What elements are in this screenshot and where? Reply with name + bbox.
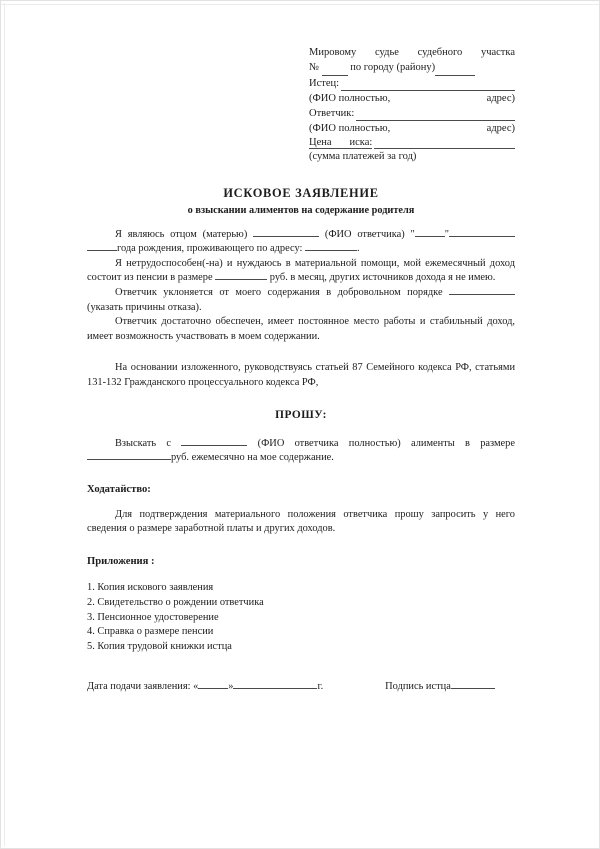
p1-defendant-blank[interactable] [253, 236, 319, 237]
date-field [87, 681, 323, 692]
document-subtitle: о взыскании алиментов на содержание родителя [187, 204, 415, 216]
court-number-label: № [309, 62, 320, 74]
claim-price-label-b: иска: [349, 136, 373, 148]
court-number-blank[interactable] [322, 60, 348, 76]
paragraph-1 [87, 228, 515, 257]
signature-row [87, 681, 515, 692]
date-label-c: г. [317, 680, 324, 692]
defendant-hint [309, 121, 515, 136]
claim-price-hint: (сумма платежей за год) [309, 150, 417, 162]
paragraph-7: Для подтверждения материального положения ответчика прошу запросить у него сведения о размере заработной платы и других доходов. [87, 508, 515, 535]
p1-part-a: Я являюсь отцом (матерью) [115, 228, 248, 240]
document-title: ИСКОВОЕ ЗАЯВЛЕНИЕ [223, 185, 379, 200]
list-item: 1. Копия искового заявления [87, 581, 214, 593]
motion-body [87, 508, 515, 537]
attachments-list [87, 581, 515, 655]
date-day-blank[interactable] [198, 688, 228, 689]
date-label-b: » [228, 680, 234, 692]
p2-part-b: руб. в месяц, других источников дохода я не имею. [269, 272, 496, 284]
document-content [87, 45, 515, 692]
paragraph-5: На основании изложенного, руководствуясь статьей 87 Семейного кодекса РФ, статьями 131-132 Гражданского процессуального кодекса РФ, [87, 362, 515, 389]
list-item: 4. Справка о размере пенсии [87, 626, 214, 638]
plaintiff-blank[interactable] [341, 79, 515, 91]
plaintiff-label: Истец: [309, 78, 340, 90]
signature-label: Подпись истца [385, 680, 451, 692]
p6-part-b: (ФИО ответчика полностью) алименты в размере [257, 437, 515, 449]
paragraph-3 [87, 286, 515, 315]
p3-reason-blank[interactable] [449, 294, 515, 295]
court-city-label: по городу (району) [350, 62, 436, 74]
p1-part-b: (ФИО ответчика) " [324, 228, 415, 240]
court-number-line [309, 60, 515, 76]
document-body [87, 228, 515, 391]
paragraph-4: Ответчик достаточно обеспечен, имеет постоянное место работы и стабильный доход, имеет возможность участвовать в моем содержании. [87, 316, 515, 342]
p6-amount-blank[interactable] [87, 459, 171, 460]
p1-address-blank[interactable] [305, 250, 357, 251]
defendant-row [309, 106, 515, 121]
date-month-year-blank[interactable] [233, 688, 317, 689]
demand-heading: ПРОШУ: [275, 408, 327, 421]
plaintiff-row [309, 76, 515, 91]
p1-day-blank[interactable] [415, 236, 445, 237]
defendant-hint-name: (ФИО полностью, [309, 123, 391, 135]
p6-defendant-blank[interactable] [181, 445, 247, 446]
claim-price-blank[interactable] [374, 137, 515, 149]
signature-blank[interactable] [451, 688, 495, 689]
list-item: 3. Пенсионное удостоверение [87, 611, 219, 623]
court-line: Мировому судье судебного участка [309, 47, 515, 58]
plaintiff-hint-name: (ФИО полностью, [309, 93, 391, 105]
paragraph-6 [87, 437, 515, 466]
signature-field [385, 681, 495, 692]
addressee-header [309, 45, 515, 164]
motion-heading: Ходатайство: [87, 483, 151, 495]
plaintiff-hint-address: адрес) [486, 93, 515, 105]
p6-part-a: Взыскать с [115, 437, 172, 449]
plaintiff-hint [309, 91, 515, 106]
p3-part-b: (указать причины отказа). [87, 301, 202, 313]
p1-year-blank[interactable] [87, 250, 117, 251]
p1-part-e: . [357, 243, 360, 255]
defendant-hint-address: адрес) [486, 123, 515, 135]
p1-part-c: " [444, 228, 449, 240]
defendant-label: Ответчик: [309, 108, 355, 120]
p1-month-blank[interactable] [449, 236, 515, 237]
p1-part-d: года рождения, проживающего по адресу: [117, 243, 303, 255]
court-city-blank[interactable] [435, 60, 475, 76]
list-item: 5. Копия трудовой книжки истца [87, 641, 232, 653]
attachments-heading: Приложения : [87, 555, 155, 567]
claim-price-label-a: Цена [309, 137, 350, 149]
p3-part-a: Ответчик уклоняется от моего содержания в добровольном порядке [115, 287, 443, 299]
date-label-a: Дата подачи заявления: « [87, 680, 199, 692]
p2-pension-blank[interactable] [215, 279, 267, 280]
p6-part-c: руб. ежемесячно на мое содержание. [171, 452, 334, 464]
list-item: 2. Свидетельство о рождении ответчика [87, 596, 264, 608]
defendant-blank[interactable] [356, 109, 515, 121]
demand-body [87, 437, 515, 466]
p2-part-a: Я нетрудоспособен(-на) и нуждаюсь в материальной помощи, мой ежемесячный доход состоит из пенсии в размере [87, 257, 515, 284]
claim-price-row [309, 137, 515, 149]
paragraph-2 [87, 257, 515, 286]
